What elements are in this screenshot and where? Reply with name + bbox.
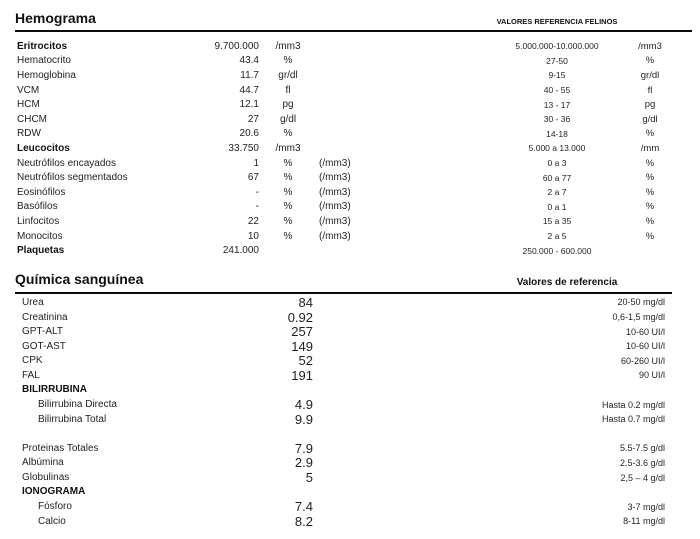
hemograma-row xyxy=(0,83,700,98)
parameter-label: Creatinina xyxy=(22,311,68,323)
parameter-label: Eritrocitos xyxy=(17,40,68,52)
hemograma-row xyxy=(0,156,700,171)
reference-unit: % xyxy=(645,157,655,169)
quimica-section-title: Química sanguínea xyxy=(15,270,144,287)
parameter-label: VCM xyxy=(17,84,40,96)
hemograma-row xyxy=(0,214,700,229)
reference-range: 60-260 UI/l xyxy=(620,355,665,366)
result-value: 9.700.000 xyxy=(214,40,259,52)
hemograma-table xyxy=(0,39,700,258)
result-unit: % xyxy=(283,55,293,67)
quimica-row xyxy=(0,397,700,412)
parameter-label: BILIRRUBINA xyxy=(22,384,87,396)
reference-unit: % xyxy=(645,201,655,213)
quimica-row xyxy=(0,324,700,339)
result-value: 52 xyxy=(298,353,313,369)
reference-range: 40 - 55 xyxy=(543,85,571,96)
reference-range: Hasta 0.2 mg/dl xyxy=(601,399,665,410)
reference-range: 2.5-3.6 g/dl xyxy=(619,457,665,468)
result-value: 241.000 xyxy=(222,245,259,257)
reference-range: 2 a 5 xyxy=(547,231,567,242)
result-value: 10 xyxy=(247,230,259,242)
quimica-row xyxy=(0,470,700,485)
reference-unit: fl xyxy=(647,84,653,96)
absolute-count-unit: (/mm3) xyxy=(319,157,351,169)
result-unit: % xyxy=(283,186,293,198)
reference-range: 5.000.000-10.000.000 xyxy=(515,41,599,52)
reference-range: 10-60 UI/l xyxy=(625,326,665,337)
result-value: 43.4 xyxy=(239,55,259,67)
result-value: 33.750 xyxy=(228,142,259,154)
reference-range: 10-60 UI/l xyxy=(625,341,665,352)
quimica-row xyxy=(0,368,700,383)
reference-unit: % xyxy=(645,55,655,67)
hemograma-section-title: Hemograma xyxy=(15,10,96,26)
result-unit: % xyxy=(283,157,293,169)
parameter-label: Neutrófilos segmentados xyxy=(17,172,128,184)
result-value: 44.7 xyxy=(239,84,259,96)
result-unit: /mm3 xyxy=(275,40,301,52)
reference-range: 20-50 mg/dl xyxy=(617,297,665,308)
result-unit: % xyxy=(283,201,293,213)
reference-values-header: Valores de referencia xyxy=(516,276,618,288)
parameter-label: CPK xyxy=(22,355,43,367)
result-value: 11.7 xyxy=(240,69,259,81)
hemograma-row xyxy=(0,68,700,83)
reference-unit: /mm xyxy=(640,142,660,154)
hemograma-row xyxy=(0,112,700,127)
result-value: 12.1 xyxy=(239,99,259,111)
parameter-label: Basófilos xyxy=(17,201,58,213)
hemograma-row xyxy=(0,141,700,156)
blank-row xyxy=(0,426,700,441)
result-value: - xyxy=(255,186,259,198)
result-unit: g/dl xyxy=(279,113,297,125)
hemograma-row xyxy=(0,39,700,54)
reference-unit: gr/dl xyxy=(640,69,660,81)
hemograma-row xyxy=(0,200,700,215)
hemograma-header xyxy=(15,10,692,32)
hemograma-row xyxy=(0,170,700,185)
quimica-row xyxy=(0,485,700,500)
reference-range: 0,6-1,5 mg/dl xyxy=(612,312,665,322)
reference-range: 30 - 36 xyxy=(543,114,571,125)
hemograma-section xyxy=(0,10,700,258)
result-value: 7.9 xyxy=(294,440,313,456)
reference-range: 9-15 xyxy=(548,70,566,81)
quimica-row xyxy=(0,353,700,368)
result-unit: gr/dl xyxy=(278,69,298,81)
parameter-label: Hematocrito xyxy=(17,55,71,67)
absolute-count-unit: (/mm3) xyxy=(319,172,351,184)
parameter-label: Bilirrubina Directa xyxy=(38,399,117,411)
hemograma-row xyxy=(0,54,700,69)
result-unit: % xyxy=(283,172,293,184)
parameter-label: Urea xyxy=(22,296,44,308)
parameter-label: Calcio xyxy=(38,515,66,527)
reference-unit: % xyxy=(645,215,655,227)
result-value: 9.9 xyxy=(294,411,313,427)
result-value: 4.9 xyxy=(294,397,313,413)
result-unit: % xyxy=(283,128,293,140)
result-value: 84 xyxy=(298,294,313,310)
reference-range: 60 a 77 xyxy=(542,172,572,183)
quimica-row xyxy=(0,382,700,397)
result-unit: fl xyxy=(285,84,291,96)
parameter-label: Albúmina xyxy=(22,457,64,469)
reference-range: 0 a 3 xyxy=(547,158,567,169)
result-value: 1 xyxy=(253,157,259,169)
parameter-label: Hemoglobina xyxy=(17,69,76,81)
result-value: 22 xyxy=(247,215,259,227)
quimica-row xyxy=(0,412,700,427)
result-value: - xyxy=(255,201,259,213)
hemograma-row xyxy=(0,185,700,200)
parameter-label: Proteinas Totales xyxy=(22,442,99,454)
result-unit: % xyxy=(283,215,293,227)
result-value: 8.2 xyxy=(294,513,313,529)
quimica-row xyxy=(0,514,700,529)
parameter-label: RDW xyxy=(17,128,41,140)
reference-unit: % xyxy=(645,186,655,198)
parameter-label: CHCM xyxy=(17,113,47,125)
reference-range: 2 a 7 xyxy=(547,187,567,198)
parameter-label: GPT-ALT xyxy=(22,326,63,338)
reference-values-felinos-header: VALORES REFERENCIA FELINOS xyxy=(496,17,618,26)
result-unit: /mm3 xyxy=(275,142,301,154)
quimica-row xyxy=(0,499,700,514)
parameter-label: Leucocitos xyxy=(17,142,70,154)
hemograma-row xyxy=(0,229,700,244)
parameter-label: Plaquetas xyxy=(17,245,65,257)
absolute-count-unit: (/mm3) xyxy=(319,201,351,213)
parameter-label: Eosinófilos xyxy=(17,186,66,198)
parameter-label: Linfocitos xyxy=(17,215,60,227)
reference-unit: pg xyxy=(644,99,656,111)
absolute-count-unit: (/mm3) xyxy=(319,230,351,242)
result-value: 0.92 xyxy=(287,309,313,325)
reference-range: 15 a 35 xyxy=(542,216,572,227)
parameter-label: IONOGRAMA xyxy=(22,486,86,498)
result-value: 27 xyxy=(247,113,259,125)
quimica-section xyxy=(0,271,700,529)
hemograma-row xyxy=(0,127,700,142)
parameter-label: Neutrófilos encayados xyxy=(17,157,116,169)
reference-range: 14-18 xyxy=(546,128,568,139)
hemograma-row xyxy=(0,243,700,258)
reference-unit: % xyxy=(645,128,655,140)
reference-unit: /mm3 xyxy=(638,40,662,52)
reference-range: 5.5-7.5 g/dl xyxy=(619,443,665,454)
parameter-label: Globulinas xyxy=(22,472,70,484)
parameter-label: Monocitos xyxy=(17,230,63,242)
reference-range: 13 - 17 xyxy=(543,99,571,110)
parameter-label: GOT-AST xyxy=(22,340,66,352)
reference-unit: % xyxy=(645,230,655,242)
quimica-row xyxy=(0,455,700,470)
reference-range: 8-11 mg/dl xyxy=(623,516,665,527)
result-value: 191 xyxy=(291,367,313,383)
reference-range: 3-7 mg/dl xyxy=(627,501,665,512)
absolute-count-unit: (/mm3) xyxy=(319,215,351,227)
result-unit: % xyxy=(283,230,293,242)
quimica-table xyxy=(0,295,700,529)
reference-range: 0 a 1 xyxy=(547,201,567,212)
result-value: 149 xyxy=(291,338,313,354)
reference-unit: % xyxy=(645,172,655,184)
result-value: 257 xyxy=(291,324,313,340)
absolute-count-unit: (/mm3) xyxy=(319,186,351,198)
result-value: 7.4 xyxy=(294,499,313,515)
reference-range: 2,5 – 4 g/dl xyxy=(620,472,665,483)
quimica-row xyxy=(0,310,700,325)
reference-range: 250.000 - 600.000 xyxy=(522,245,592,256)
result-value: 67 xyxy=(247,172,259,184)
result-value: 20.6 xyxy=(239,128,259,140)
result-value: 2.9 xyxy=(294,455,313,471)
quimica-row xyxy=(0,339,700,354)
quimica-header xyxy=(15,271,672,294)
quimica-row xyxy=(0,295,700,310)
reference-range: Hasta 0.7 mg/dl xyxy=(601,414,665,425)
parameter-label: Fósforo xyxy=(38,501,72,513)
reference-range: 90 UI/l xyxy=(638,370,665,381)
reference-range: 27-50 xyxy=(546,55,568,66)
reference-unit: g/dl xyxy=(642,113,658,125)
reference-range: 5.000 a 13.000 xyxy=(528,143,586,154)
result-value: 5 xyxy=(305,470,313,486)
result-unit: pg xyxy=(282,99,294,111)
parameter-label: FAL xyxy=(22,369,40,381)
hemograma-row xyxy=(0,97,700,112)
parameter-label: Bilirrubina Total xyxy=(38,413,107,425)
quimica-row xyxy=(0,441,700,456)
parameter-label: HCM xyxy=(17,99,40,111)
